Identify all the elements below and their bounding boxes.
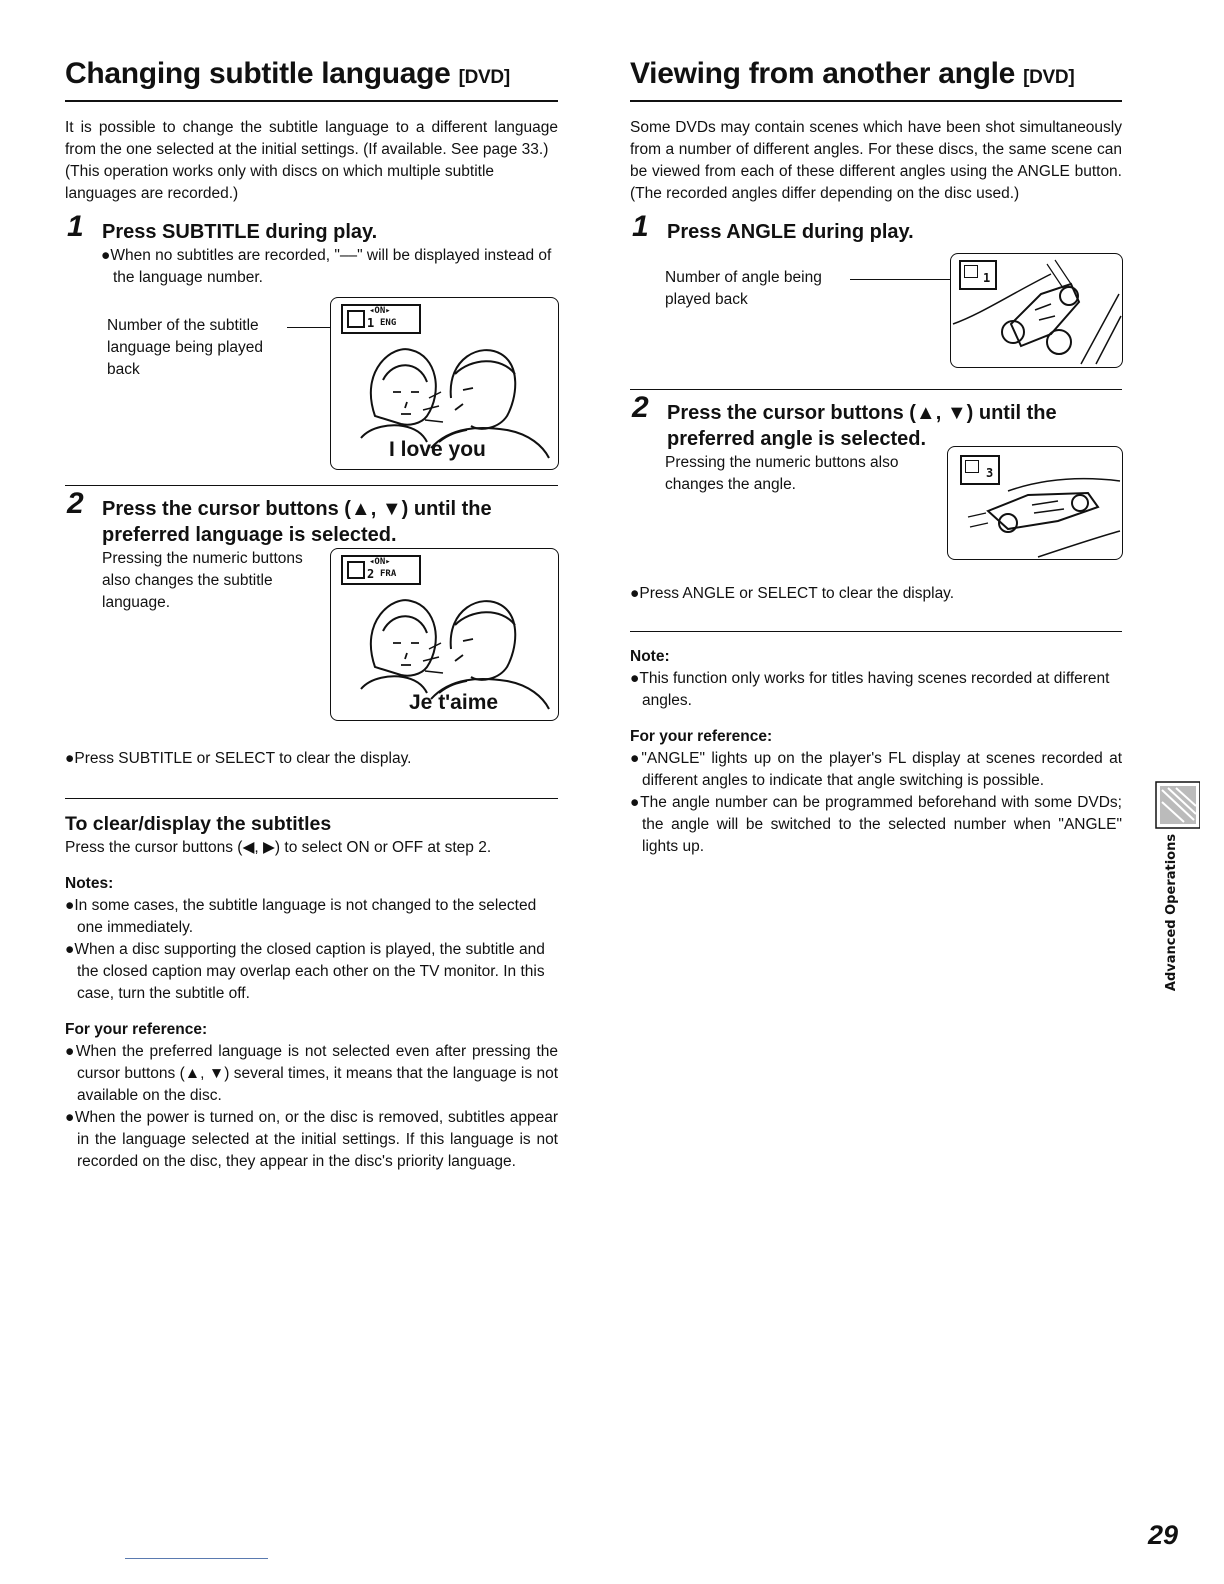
note-item: ●In some cases, the subtitle language is not changed to the selected one immediately. bbox=[65, 897, 537, 936]
osd-language: FRA bbox=[380, 569, 397, 579]
step-number: 2 bbox=[67, 487, 84, 520]
angle-note-section bbox=[630, 646, 1122, 712]
osd-number: 1 bbox=[367, 316, 375, 330]
tv-screen bbox=[330, 297, 559, 470]
step-heading: Press ANGLE during play. bbox=[667, 221, 914, 243]
tv-screen bbox=[330, 548, 559, 721]
reference-item: ●"ANGLE" lights up on the player's FL display at scenes recorded at different angles to indicate that angle switching is possible. bbox=[630, 750, 1122, 789]
screen-caption: I love you bbox=[389, 438, 486, 461]
angle-step-2 bbox=[630, 391, 1122, 452]
subtitle-section-title bbox=[65, 54, 558, 102]
osd-on-label: ◂ON▸ bbox=[369, 306, 391, 316]
subtitle-figure-2 bbox=[65, 548, 558, 726]
osd-number: 1 bbox=[983, 271, 991, 285]
reference-item: ●When the preferred language is not selected even after pressing the cursor buttons (▲, ▼) several times, it means that the language is not available on the disc. bbox=[65, 1043, 558, 1104]
page-number: 29 bbox=[1148, 1520, 1179, 1550]
subtitle-clear-bullet: ●Press SUBTITLE or SELECT to clear the display. bbox=[65, 750, 412, 767]
step-heading: Press the cursor buttons (▲, ▼) until the preferred language is selected. bbox=[102, 498, 492, 546]
tv-screen bbox=[950, 253, 1123, 368]
screen-caption: Je t'aime bbox=[409, 691, 499, 714]
angle-clear-bullet: ●Press ANGLE or SELECT to clear the display. bbox=[630, 585, 955, 602]
subtitle-step-1 bbox=[65, 210, 558, 289]
angle-figure-2 bbox=[630, 452, 1122, 568]
clear-display-section bbox=[65, 811, 558, 859]
right-column bbox=[630, 54, 1122, 858]
step-text: Pressing the numeric buttons also changes the angle. bbox=[665, 454, 899, 493]
note-item: ●When a disc supporting the closed caption is played, the subtitle and the closed caption may overlap each other on the TV monitor. In this case, turn the subtitle off. bbox=[65, 941, 545, 1002]
reference-item: ●The angle number can be programmed beforehand with some DVDs; the angle will be switched to the selected number when "ANGLE" lights up. bbox=[630, 794, 1122, 855]
callout-line bbox=[850, 279, 960, 280]
step-heading: Press SUBTITLE during play. bbox=[102, 221, 378, 243]
subtitle-intro-2: (This operation works only with discs on which multiple subtitle languages are recorded.) bbox=[65, 163, 495, 202]
divider bbox=[65, 798, 558, 799]
subtitle-step-2 bbox=[65, 487, 558, 548]
note-label: Note: bbox=[630, 648, 670, 665]
divider bbox=[630, 389, 1122, 390]
left-column bbox=[65, 54, 558, 1173]
clear-display-text: Press the cursor buttons (◀, ▶) to select ON or OFF at step 2. bbox=[65, 839, 492, 856]
bottom-rule bbox=[125, 1558, 268, 1559]
dvd-tag: [DVD] bbox=[458, 67, 510, 88]
subtitle-intro-1: It is possible to change the subtitle language to a different language from the one selected at the initial settings. (If available. See page 33.) bbox=[65, 119, 558, 158]
angle-intro: Some DVDs may contain scenes which have been shot simultaneously from a number of different angles. For these discs, the same scene can be viewed from each of these different angles using the ANGLE button. (The recorded angles differ depending on the disc used.) bbox=[630, 119, 1122, 202]
note-item: ●This function only works for titles having scenes recorded at different angles. bbox=[630, 670, 1110, 709]
notes-label: Notes: bbox=[65, 875, 114, 892]
osd-number: 2 bbox=[367, 567, 375, 581]
side-tab-label: Advanced Operations bbox=[1164, 833, 1180, 991]
osd-number: 3 bbox=[986, 466, 994, 480]
angle-title-text: Viewing from another angle bbox=[630, 57, 1016, 90]
step-heading: Press the cursor buttons (▲, ▼) until the preferred angle is selected. bbox=[667, 402, 1057, 450]
divider bbox=[630, 631, 1122, 632]
subtitle-figure-1 bbox=[65, 297, 558, 477]
divider bbox=[65, 485, 558, 486]
figure-callout: Number of the subtitle language being played back bbox=[107, 317, 263, 378]
notes-section bbox=[65, 873, 558, 1005]
clear-display-heading: To clear/display the subtitles bbox=[65, 813, 332, 835]
angle-figure-1 bbox=[630, 253, 1122, 375]
reference-label: For your reference: bbox=[630, 728, 773, 745]
advanced-operations-tab bbox=[1150, 780, 1200, 990]
osd-language: ENG bbox=[380, 318, 397, 328]
subtitle-title-text: Changing subtitle language bbox=[65, 57, 451, 90]
step-number: 2 bbox=[632, 391, 649, 424]
reference-item: ●When the power is turned on, or the disc is removed, subtitles appear in the language selected at the initial settings. If this language is not recorded on the disc, they appear in the disc's priority language. bbox=[65, 1109, 558, 1170]
reference-section bbox=[65, 1019, 558, 1173]
step-text: Pressing the numeric buttons also changes the subtitle language. bbox=[102, 550, 303, 611]
race-car-illustration bbox=[948, 447, 1122, 559]
step-number: 1 bbox=[632, 210, 649, 243]
angle-reference-section bbox=[630, 726, 1122, 858]
race-car-illustration bbox=[951, 254, 1122, 367]
figure-callout: Number of angle being played back bbox=[665, 269, 822, 308]
reference-label: For your reference: bbox=[65, 1021, 208, 1038]
step-number: 1 bbox=[67, 210, 84, 243]
angle-section-title bbox=[630, 54, 1122, 102]
step-bullet: ●When no subtitles are recorded, "––" will be displayed instead of the language number. bbox=[101, 247, 552, 286]
osd-on-label: ◂ON▸ bbox=[369, 557, 391, 567]
dvd-tag: [DVD] bbox=[1023, 67, 1075, 88]
angle-step-1 bbox=[630, 210, 1122, 245]
tv-screen bbox=[947, 446, 1123, 560]
